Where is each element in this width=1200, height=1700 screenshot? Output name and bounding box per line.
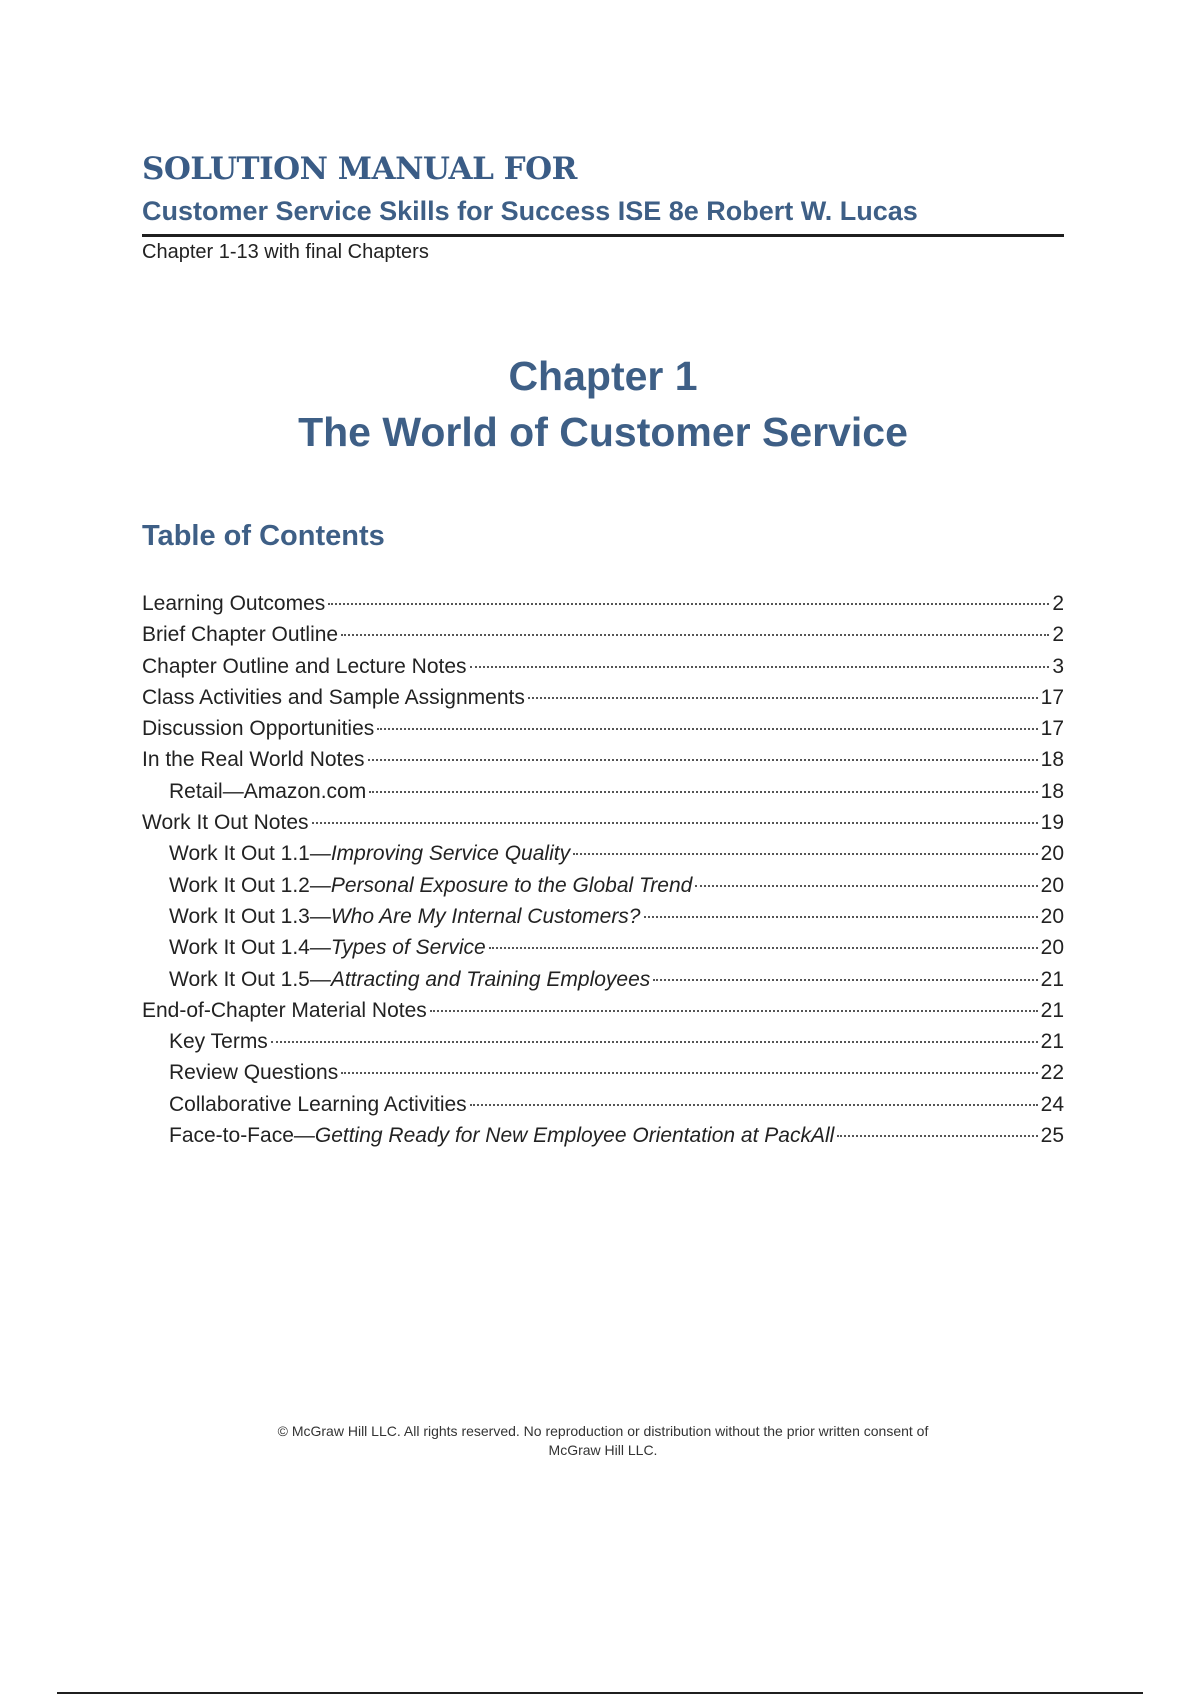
toc-entry-label: Chapter Outline and Lecture Notes (142, 654, 467, 678)
toc-dot-leader (328, 603, 1049, 605)
toc-entry-page: 20 (1040, 842, 1064, 866)
chapter-title: The World of Customer Service (298, 409, 908, 455)
header-divider (142, 234, 1064, 237)
toc-entry-label: Work It Out Notes (142, 811, 309, 835)
toc-dot-leader (470, 666, 1050, 668)
toc-entry-label: Learning Outcomes (142, 592, 326, 615)
toc-entry[interactable] (142, 748, 1064, 779)
toc-dot-leader (644, 916, 1038, 918)
toc-entry-page: 17 (1040, 685, 1064, 709)
toc-subentry[interactable] (142, 905, 1064, 936)
toc-entry[interactable] (142, 592, 1064, 623)
toc-entry[interactable] (142, 717, 1064, 748)
toc-entry[interactable] (142, 686, 1064, 717)
toc-dot-leader (653, 979, 1037, 981)
toc-dot-leader (312, 822, 1038, 824)
copyright-line-1: © McGraw Hill LLC. All rights reserved. No reproduction or distribution without the prior written consent of (277, 1423, 929, 1439)
toc-entry-page: 19 (1040, 811, 1064, 835)
toc-entry-page: 20 (1040, 873, 1064, 897)
toc-entry-label: End-of-Chapter Material Notes (142, 998, 427, 1022)
toc-entry-page: 3 (1052, 654, 1064, 678)
toc-dot-leader (573, 853, 1038, 855)
toc-dot-leader (430, 1010, 1038, 1012)
toc-entry-label: Work It Out 1.1—Improving Service Quality (169, 842, 571, 866)
toc-dot-leader (368, 759, 1038, 761)
toc-subentry[interactable] (142, 1124, 1064, 1155)
toc-entry[interactable] (142, 999, 1064, 1030)
toc-entry[interactable] (142, 623, 1064, 654)
document-header (142, 152, 1064, 264)
toc-dot-leader (341, 634, 1049, 636)
page-bottom-divider (57, 1692, 1143, 1694)
toc-dot-leader (695, 885, 1037, 887)
toc-entry-label: In the Real World Notes (142, 748, 365, 772)
toc-subentry[interactable] (142, 1093, 1064, 1124)
toc-entry-page: 18 (1040, 779, 1064, 803)
toc-entry-label: Class Activities and Sample Assignments (142, 685, 525, 709)
chapter-heading (142, 348, 1064, 460)
toc-entry-page: 18 (1040, 748, 1064, 772)
toc-entry-label: Key Terms (169, 1030, 268, 1054)
toc-entry-page: 25 (1040, 1124, 1064, 1148)
solution-manual-title: SOLUTION MANUAL FOR (142, 151, 577, 187)
copyright-footer (142, 1422, 1064, 1460)
toc-subentry[interactable] (142, 1030, 1064, 1061)
copyright-line-2: McGraw Hill LLC. (548, 1442, 658, 1458)
toc-entry-label: Face-to-Face—Getting Ready for New Employee Orientation at PackAll (169, 1124, 835, 1148)
toc-dot-leader (528, 697, 1038, 699)
chapters-subtitle: Chapter 1-13 with final Chapters (142, 241, 429, 264)
toc-entry-label: Collaborative Learning Activities (169, 1092, 467, 1116)
toc-heading: Table of Contents (142, 520, 385, 552)
toc-entry-label: Retail—Amazon.com (169, 779, 367, 803)
toc-entry-page: 21 (1040, 1030, 1064, 1054)
toc-subentry[interactable] (142, 874, 1064, 905)
toc-entry-page: 2 (1052, 592, 1064, 615)
toc-dot-leader (271, 1041, 1038, 1043)
toc-entry-label: Work It Out 1.5—Attracting and Training Employees (169, 967, 651, 991)
table-of-contents (142, 592, 1064, 1155)
toc-entry-page: 20 (1040, 936, 1064, 960)
toc-entry-page: 2 (1052, 623, 1064, 647)
toc-entry[interactable] (142, 655, 1064, 686)
toc-dot-leader (489, 947, 1038, 949)
toc-dot-leader (377, 728, 1037, 730)
toc-dot-leader (341, 1072, 1037, 1074)
toc-entry-page: 22 (1040, 1061, 1064, 1085)
toc-entry-label: Work It Out 1.2—Personal Exposure to the Global Trend (169, 873, 693, 897)
book-title: Customer Service Skills for Success ISE 8e Robert W. Lucas (142, 196, 918, 227)
toc-entry-label: Brief Chapter Outline (142, 623, 339, 647)
toc-entry-label: Discussion Opportunities (142, 717, 375, 741)
toc-entry-page: 24 (1040, 1092, 1064, 1116)
chapter-number: Chapter 1 (508, 353, 698, 399)
toc-entry-page: 20 (1040, 904, 1064, 928)
toc-entry-page: 21 (1040, 967, 1064, 991)
toc-entry-page: 17 (1040, 717, 1064, 741)
toc-dot-leader (837, 1135, 1037, 1137)
toc-dot-leader (369, 791, 1037, 793)
toc-subentry[interactable] (142, 780, 1064, 811)
toc-entry-label: Work It Out 1.4—Types of Service (169, 936, 486, 960)
toc-subentry[interactable] (142, 1061, 1064, 1092)
toc-entry[interactable] (142, 811, 1064, 842)
toc-dot-leader (470, 1104, 1038, 1106)
toc-subentry[interactable] (142, 842, 1064, 873)
toc-entry-label: Review Questions (169, 1061, 339, 1085)
toc-entry-page: 21 (1040, 998, 1064, 1022)
toc-subentry[interactable] (142, 968, 1064, 999)
toc-entry-label: Work It Out 1.3—Who Are My Internal Customers? (169, 904, 641, 928)
toc-subentry[interactable] (142, 936, 1064, 967)
